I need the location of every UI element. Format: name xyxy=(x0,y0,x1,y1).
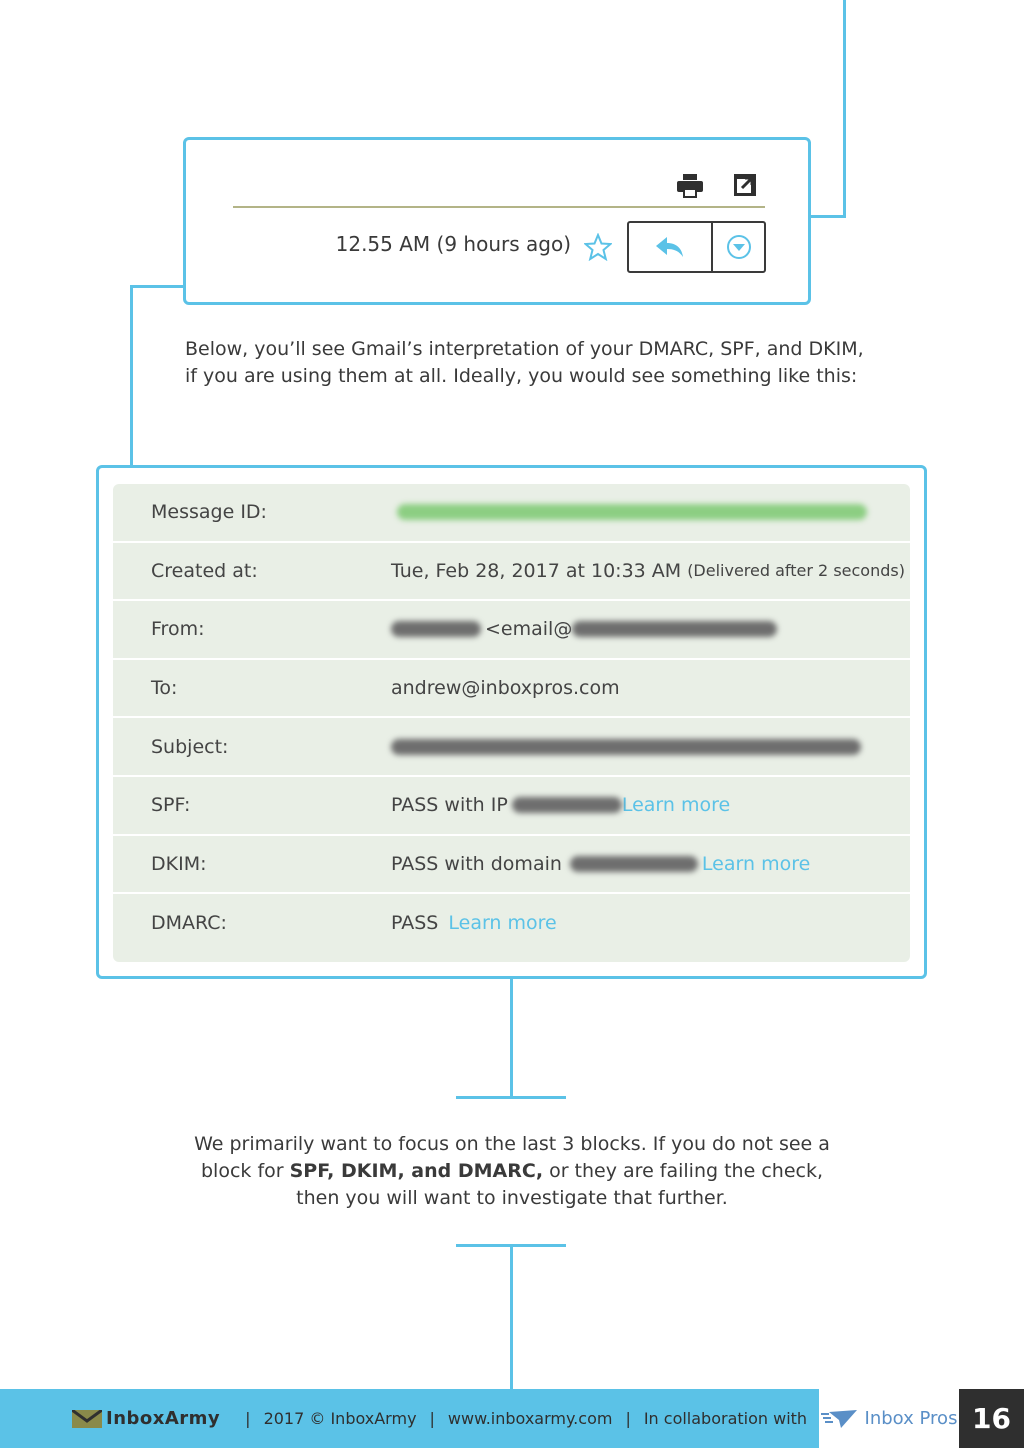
footer-separator: | xyxy=(429,1409,435,1428)
from-address: <email@ xyxy=(485,618,573,641)
reply-button-group xyxy=(627,221,766,273)
detail-row-dmarc xyxy=(113,894,910,953)
connector-line xyxy=(843,0,846,218)
delivery-note: (Delivered after 2 seconds) xyxy=(687,561,905,581)
partner-name: Inbox Pros xyxy=(864,1408,958,1429)
detail-label: DKIM: xyxy=(151,852,207,875)
detail-label: Subject: xyxy=(151,735,229,758)
closing-text: block for xyxy=(201,1160,290,1182)
detail-row-spf xyxy=(113,777,910,836)
detail-row-dkim xyxy=(113,836,910,895)
detail-row-to xyxy=(113,660,910,719)
inboxarmy-logo xyxy=(72,1408,220,1429)
connector-line xyxy=(811,215,846,218)
reply-button[interactable] xyxy=(629,223,713,271)
detail-row-created xyxy=(113,543,910,602)
page-footer xyxy=(0,1389,1024,1448)
email-header-box xyxy=(183,137,811,305)
detail-row-message-id xyxy=(113,484,910,543)
dmarc-status: PASS xyxy=(391,912,439,935)
dkim-learn-more-link[interactable]: Learn more xyxy=(701,852,811,875)
connector-line xyxy=(456,1096,566,1099)
redacted-value xyxy=(391,621,481,637)
connector-line xyxy=(130,285,185,288)
detail-value xyxy=(391,794,910,816)
closing-text: or they are failing the check, xyxy=(543,1160,823,1182)
detail-row-subject xyxy=(113,718,910,777)
more-options-button[interactable] xyxy=(713,223,764,271)
detail-value xyxy=(391,504,910,520)
detail-label: SPF: xyxy=(151,794,191,817)
envelope-icon xyxy=(72,1410,102,1428)
redacted-value xyxy=(512,797,622,813)
footer-info xyxy=(0,1389,819,1448)
detail-label: From: xyxy=(151,618,205,641)
created-date: Tue, Feb 28, 2017 at 10:33 AM xyxy=(391,559,682,582)
connector-line xyxy=(130,285,133,467)
copyright: 2017 © InboxArmy xyxy=(263,1409,417,1428)
footer-separator: | xyxy=(245,1409,251,1428)
website-link[interactable]: www.inboxarmy.com xyxy=(447,1409,613,1428)
paper-plane-icon xyxy=(821,1408,859,1430)
collab-text: In collaboration with xyxy=(643,1409,808,1428)
connector-line xyxy=(510,977,513,1099)
footer-separator: | xyxy=(625,1409,631,1428)
closing-paragraph xyxy=(180,1131,844,1212)
detail-value xyxy=(391,912,910,934)
redacted-value xyxy=(572,621,777,637)
email-timestamp: 12.55 AM (9 hours ago) xyxy=(335,232,571,256)
redacted-value xyxy=(397,504,867,520)
closing-line-3: then you will want to investigate that further. xyxy=(296,1187,728,1209)
detail-value xyxy=(391,618,910,640)
detail-label: Message ID: xyxy=(151,501,267,524)
closing-line-1: We primarily want to focus on the last 3 blocks. If you do not see a xyxy=(194,1133,830,1155)
header-divider xyxy=(233,206,765,208)
chevron-down-icon xyxy=(726,234,752,260)
to-address: andrew@inboxpros.com xyxy=(391,677,620,700)
dkim-status: PASS with domain xyxy=(391,852,562,875)
spf-learn-more-link[interactable]: Learn more xyxy=(621,794,731,817)
detail-value xyxy=(391,853,910,875)
message-details-box xyxy=(96,465,927,979)
connector-line xyxy=(510,1244,513,1390)
dmarc-learn-more-link[interactable]: Learn more xyxy=(448,912,557,935)
spf-status: PASS with IP xyxy=(391,794,508,817)
intro-paragraph: Below, you’ll see Gmail’s interpretation of your DMARC, SPF, and DKIM, if you are using them at all. Ideally, you would see something like this: xyxy=(185,338,864,387)
brand-name: InboxArmy xyxy=(106,1408,221,1429)
detail-value xyxy=(391,739,910,755)
redacted-value xyxy=(391,739,861,755)
page-number: 16 xyxy=(959,1389,1024,1448)
detail-label: To: xyxy=(151,677,178,700)
redacted-value xyxy=(570,856,698,872)
reply-icon xyxy=(655,236,685,258)
print-icon[interactable] xyxy=(676,174,704,198)
detail-value xyxy=(391,560,910,582)
new-window-icon[interactable] xyxy=(733,173,757,197)
star-icon[interactable] xyxy=(584,233,612,261)
closing-line-2 xyxy=(180,1158,844,1185)
detail-label: Created at: xyxy=(151,559,258,582)
message-details-panel xyxy=(113,484,910,962)
detail-row-from xyxy=(113,601,910,660)
detail-label: DMARC: xyxy=(151,912,227,935)
partner-logo xyxy=(819,1389,959,1448)
closing-emphasis: SPF, DKIM, and DMARC, xyxy=(289,1160,544,1182)
